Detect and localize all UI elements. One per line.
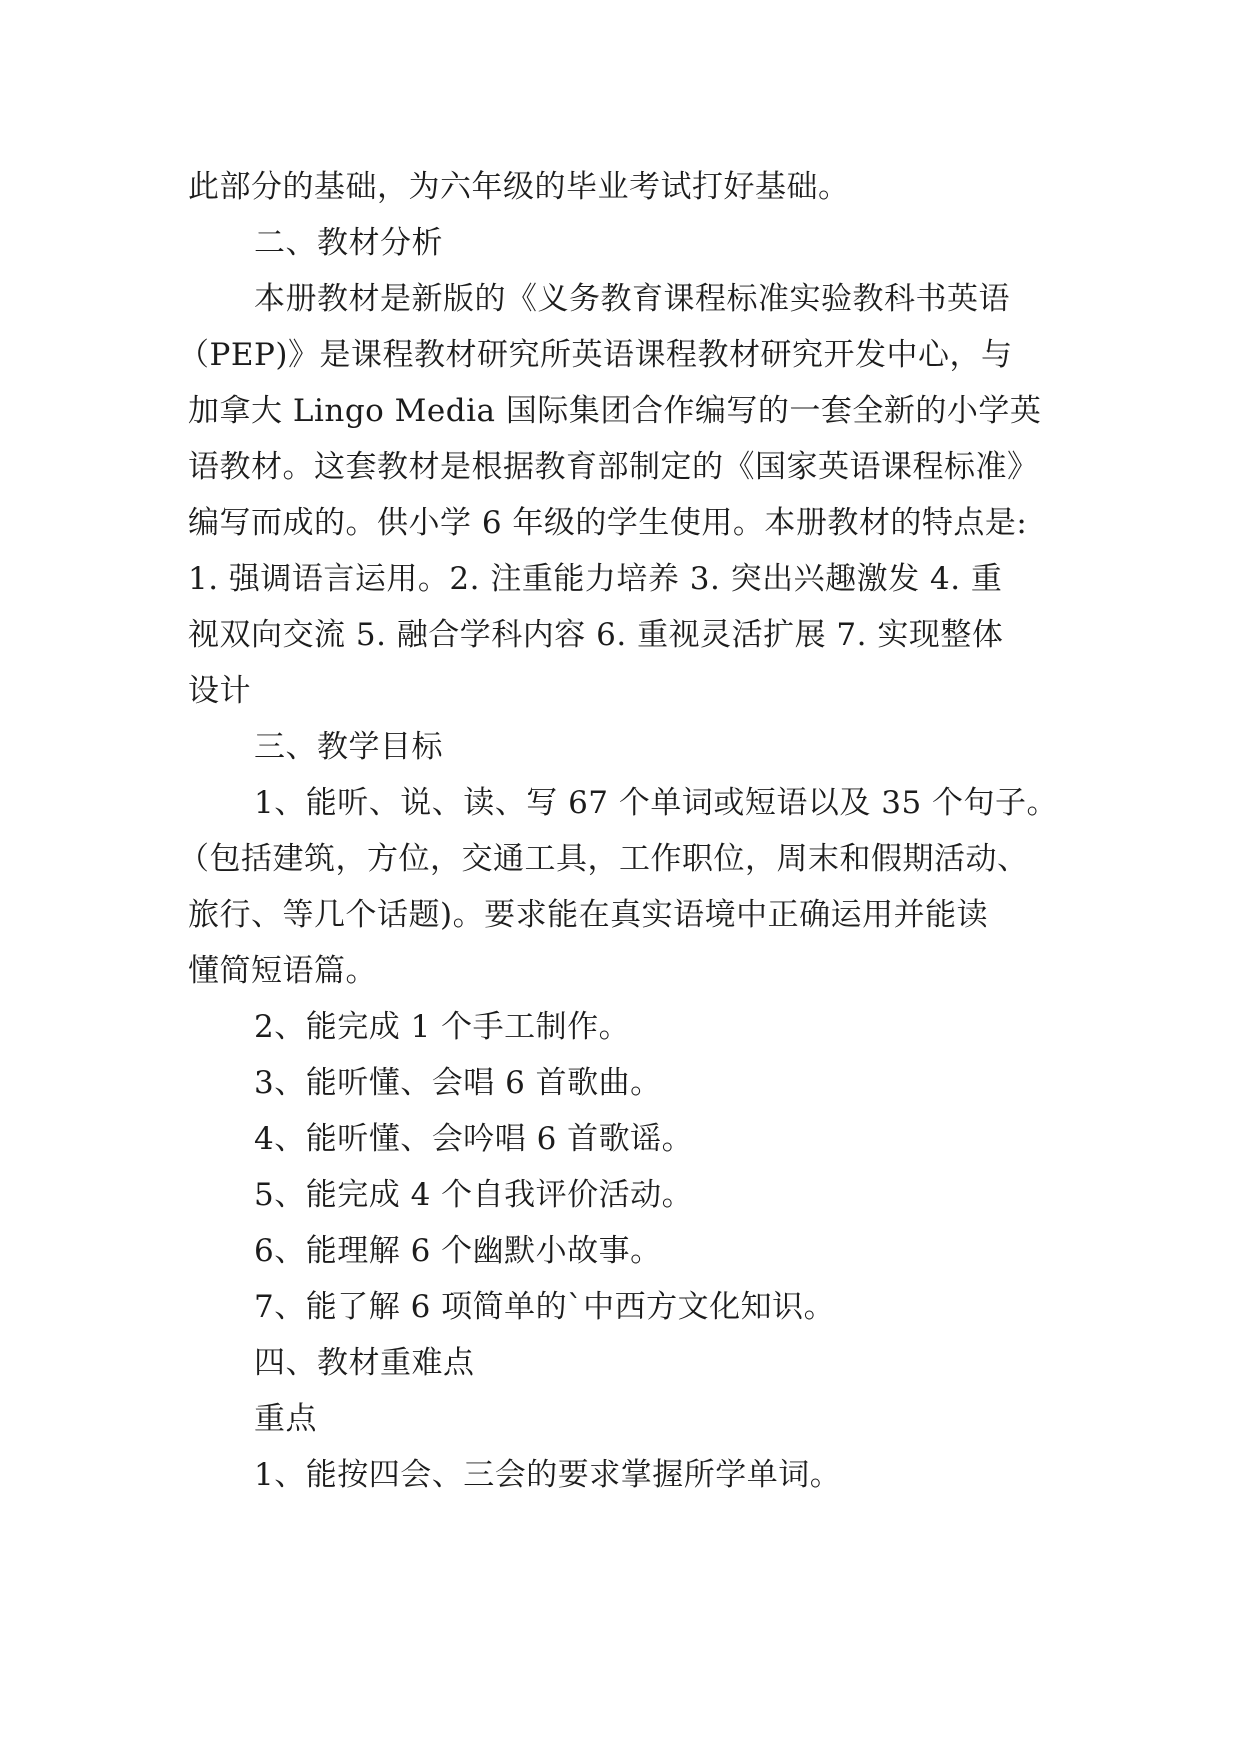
paragraph-line: 加拿大 Lingo Media 国际集团合作编写的一套全新的小学英 [188,393,1042,429]
list-item: 7、能了解 6 项简单的`中西方文化知识。 [254,1289,836,1325]
list-item: 3、能听懂、会唱 6 首歌曲。 [254,1065,662,1101]
paragraph-line: （PEP)》是课程教材研究所英语课程教材研究开发中心，与 [178,337,1013,373]
section-heading: 四、教材重难点 [254,1345,475,1381]
paragraph-line: 视双向交流 5. 融合学科内容 6. 重视灵活扩展 7. 实现整体 [188,617,1004,653]
subsection-heading: 重点 [254,1401,317,1437]
list-item: 6、能理解 6 个幽默小故事。 [254,1233,662,1269]
paragraph-line: 设计 [188,673,251,709]
section-heading: 三、教学目标 [254,729,443,765]
paragraph-line: 懂简短语篇。 [188,953,377,989]
paragraph-line: 旅行、等几个话题)。要求能在真实语境中正确运用并能读 [188,897,989,933]
list-item: 5、能完成 4 个自我评价活动。 [254,1177,694,1213]
list-item: 4、能听懂、会吟唱 6 首歌谣。 [254,1121,694,1157]
list-item: 1、能按四会、三会的要求掌握所学单词。 [254,1457,842,1493]
paragraph-line: 编写而成的。供小学 6 年级的学生使用。本册教材的特点是: [188,505,1028,541]
section-heading: 二、教材分析 [254,225,443,261]
list-item: 1、能听、说、读、写 67 个单词或短语以及 35 个句子。 [254,785,1059,821]
paragraph-line: （包括建筑，方位，交通工具，工作职位，周末和假期活动、 [178,841,1029,877]
paragraph-line: 1. 强调语言运用。2. 注重能力培养 3. 突出兴趣激发 4. 重 [188,561,1003,597]
paragraph-line: 此部分的基础，为六年级的毕业考试打好基础。 [188,169,850,205]
paragraph-line: 语教材。这套教材是根据教育部制定的《国家英语课程标准》 [188,449,1039,485]
list-item: 2、能完成 1 个手工制作。 [254,1009,631,1045]
paragraph-line: 本册教材是新版的《义务教育课程标准实验教科书英语 [254,281,1010,317]
